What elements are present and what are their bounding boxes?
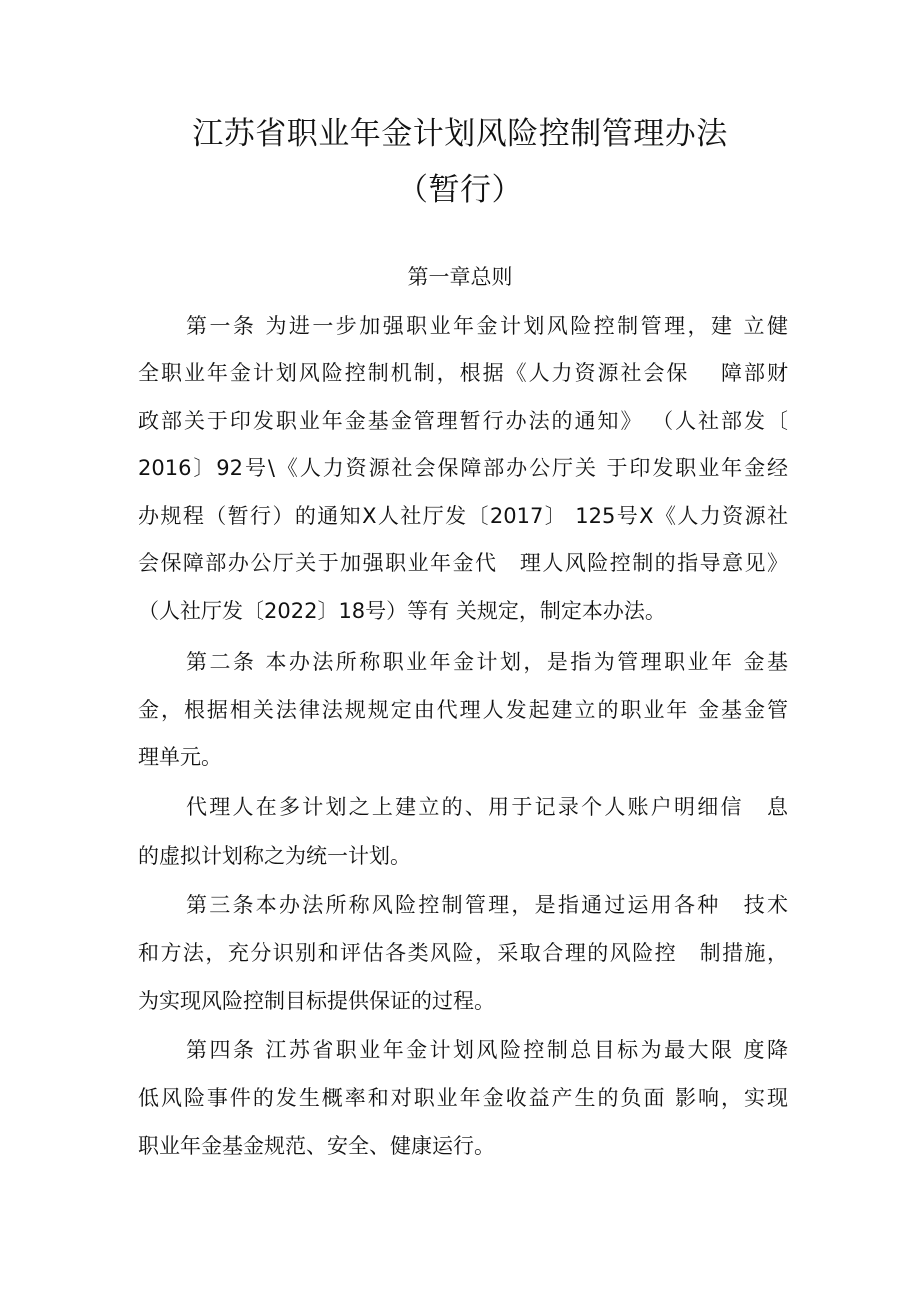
article-2-line-2: 金，根据相关法律法规规定由代理人发起建立的职业年 金基金管 [138, 698, 788, 722]
document-title: 江苏省职业年金计划风险控制管理办法 [192, 116, 728, 152]
article-1-line-3: 政部关于印发职业年金基金管理暂行办法的通知》 （人社部发〔 [138, 409, 788, 433]
article-1-line-7: （人社厅发〔2022〕18号）等有 关规定，制定本办法。 [138, 599, 666, 623]
article-4-line-2: 低风险事件的发生概率和对职业年金收益产生的负面 影响，实现 [138, 1086, 788, 1110]
article-2-line-3: 理单元。 [138, 745, 222, 769]
article-1-line-2: 全职业年金计划风险控制机制，根据《人力资源社会保 障部财 [138, 361, 788, 385]
article-1-line-4: 2016〕92号\《人力资源社会保障部办公厅关 于印发职业年金经 [138, 456, 788, 480]
article-1-line-5: 办规程（暂行）的通知X人社厅发〔2017〕 125号X《人力资源社 [138, 504, 788, 528]
article-3-line-1: 第三条本办法所称风险控制管理，是指通过运用各种 技术 [186, 893, 788, 917]
article-4-line-3: 职业年金基金规范、安全、健康运行。 [138, 1134, 495, 1158]
article-2-para-2-line-1: 代理人在多计划之上建立的、用于记录个人账户明细信 息 [186, 795, 788, 819]
article-2-line-1: 第二条 本办法所称职业年金计划，是指为管理职业年 金基 [186, 650, 788, 674]
article-1-line-1: 第一条 为进一步加强职业年金计划风险控制管理，建 立健 [186, 314, 788, 338]
chapter-heading: 第一章总则 [407, 265, 513, 289]
article-1-line-6: 会保障部办公厅关于加强职业年金代 理人风险控制的指导意见》 [138, 551, 788, 575]
article-3-line-2: 和方法，充分识别和评估各类风险，采取合理的风险控 制措施， [138, 941, 788, 965]
article-4-line-1: 第四条 江苏省职业年金计划风险控制总目标为最大限 度降 [186, 1038, 788, 1062]
document-subtitle: （暂行） [397, 172, 523, 208]
article-2-para-2-line-2: 的虚拟计划称之为统一计划。 [138, 844, 411, 868]
article-3-line-3: 为实现风险控制目标提供保证的过程。 [138, 989, 495, 1013]
